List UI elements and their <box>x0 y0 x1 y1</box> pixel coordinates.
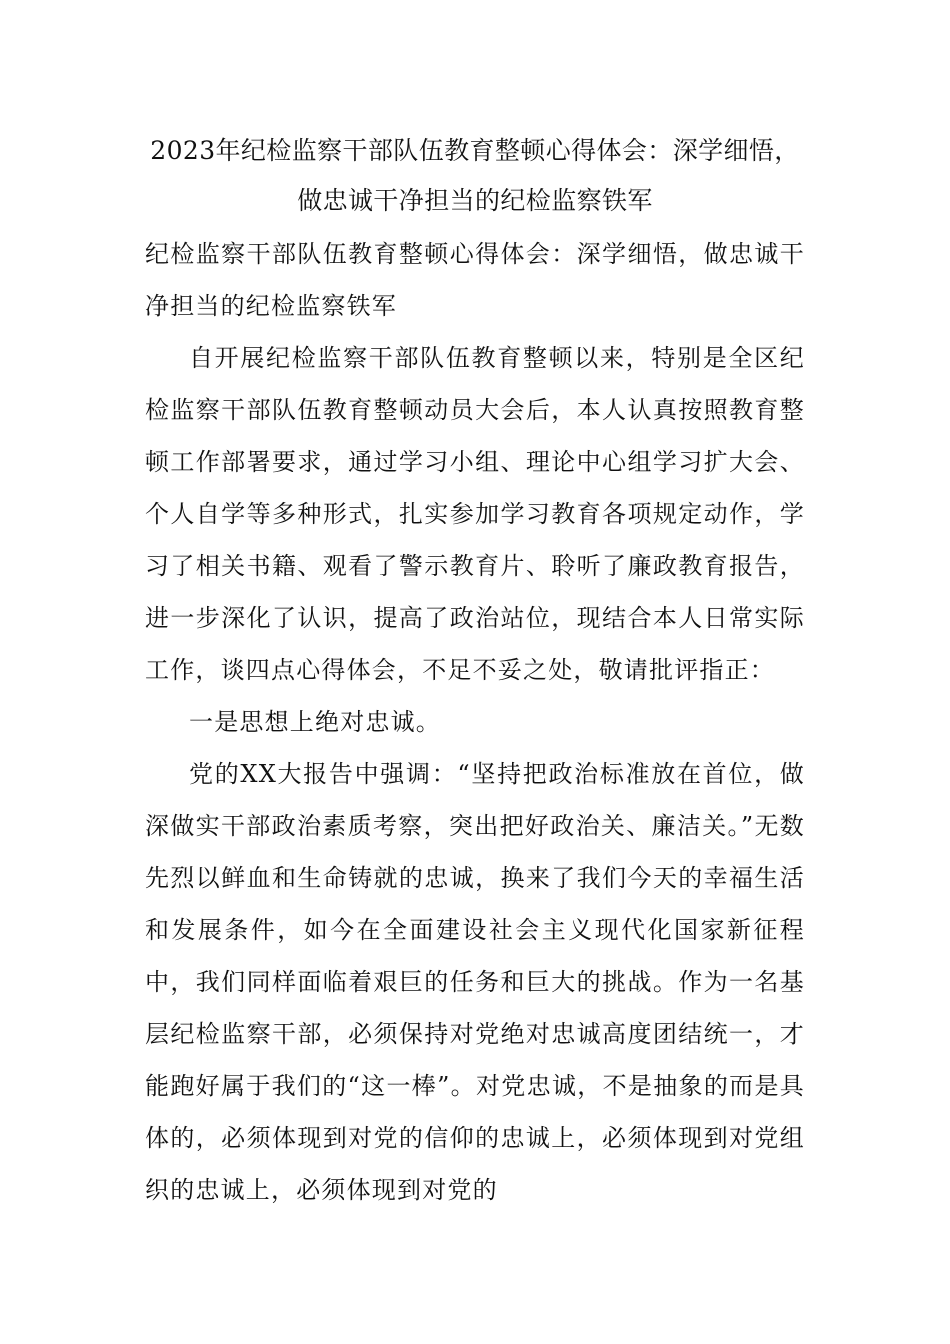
title-line-2: 做忠诚干净担当的纪检监察铁军 <box>297 186 653 215</box>
section-heading-loyalty: 一是思想上绝对忠诚。 <box>189 708 441 736</box>
document-title <box>145 126 805 226</box>
document-subtitle: 纪检监察干部队伍教育整顿心得体会：深学细悟，做忠诚干净担当的纪检监察铁军 <box>145 240 805 320</box>
paragraph-loyalty: 党的XX大报告中强调：“坚持把政治标准放在首位，做深做实干部政治素质考察，突出把好政治关、廉洁关。”无数先烈以鲜血和生命铸就的忠诚，换来了我们今天的幸福生活和发展条件，如今在全面建设社会主义现代化国家新征程中，我们同样面临着艰巨的任务和巨大的挑战。作为一名基层纪检监察干部，必须保持对党绝对忠诚高度团结统一，才能跑好属于我们的“这一棒”。对党忠诚，不是抽象的而是具体的，必须体现到对党的信仰的忠诚上，必须体现到对党组织的忠诚上，必须体现到对党的 <box>145 760 805 1204</box>
title-line-1: 2023年纪检监察干部队伍教育整顿心得体会：深学细悟， <box>150 136 800 165</box>
document-body <box>145 126 805 1216</box>
paragraph-intro: 自开展纪检监察干部队伍教育整顿以来，特别是全区纪检监察干部队伍教育整顿动员大会后，本人认真按照教育整顿工作部署要求，通过学习小组、理论中心组学习扩大会、个人自学等多种形式，扎实参加学习教育各项规定动作，学习了相关书籍、观看了警示教育片、聆听了廉政教育报告，进一步深化了认识，提高了政治站位，现结合本人日常实际工作，谈四点心得体会，不足不妥之处，敬请批评指正： <box>145 344 805 684</box>
